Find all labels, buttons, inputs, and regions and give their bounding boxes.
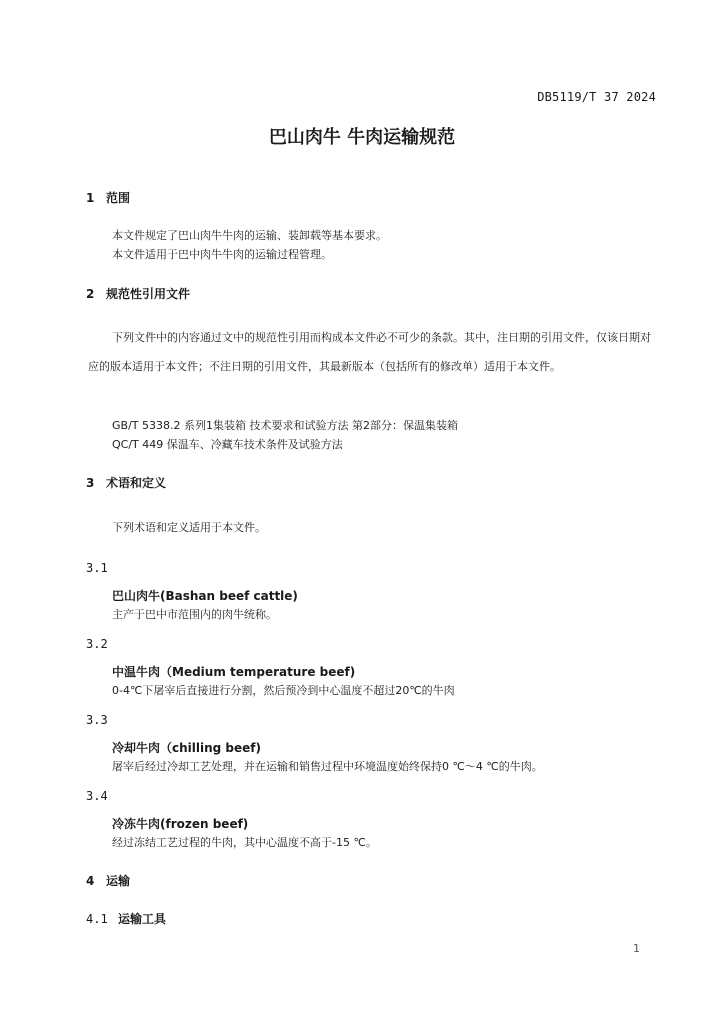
term-name: 冷冻牛肉(frozen beef) (112, 817, 249, 831)
page-title: 巴山肉牛 牛肉运输规范 (268, 127, 456, 148)
subsection-title: 运输工具 (118, 912, 167, 926)
subsection-number: 4.1 (86, 912, 108, 926)
section-4-title: 运输 (106, 874, 131, 888)
term-number: 3.4 (86, 789, 108, 803)
section-1-title: 范围 (106, 191, 131, 205)
page-number: 1 (633, 942, 640, 955)
reference-item: GB/T 5338.2 系列1集装箱 技术要求和试验方法 第2部分：保温集装箱 (112, 419, 458, 432)
section-1-number: 1 (86, 191, 95, 205)
term-definition: 0-4℃下屠宰后直接进行分割，然后预冷到中心温度不超过20℃的牛肉 (112, 684, 455, 697)
section-4-heading (86, 872, 130, 889)
section-2-number: 2 (86, 287, 95, 301)
section-3-title: 术语和定义 (106, 476, 167, 490)
term-number: 3.2 (86, 637, 108, 651)
term-number: 3.3 (86, 713, 108, 727)
section-3-number: 3 (86, 476, 95, 490)
section-1-heading (86, 189, 130, 206)
subsection-4-1-heading (86, 910, 166, 927)
scope-line-1: 本文件规定了巴山肉牛牛肉的运输、装卸载等基本要求。 (112, 229, 387, 242)
term-definition: 屠宰后经过冷却工艺处理，并在运输和销售过程中环境温度始终保持0 ℃～4 ℃的牛肉。 (112, 760, 543, 773)
scope-line-2: 本文件适用于巴中肉牛牛肉的运输过程管理。 (112, 248, 332, 261)
normative-references-paragraph: 下列文件中的内容通过文中的规范性引用而构成本文件必不可少的条款。其中，注日期的引用文件，仅该日期对应的版本适用于本文件；不注日期的引用文件，其最新版本（包括所有的修改单）适用于本文件。 (88, 331, 651, 373)
term-name: 巴山肉牛(Bashan beef cattle) (112, 589, 298, 603)
reference-item: QC/T 449 保温车、冷藏车技术条件及试验方法 (112, 438, 343, 451)
term-name: 冷却牛肉（chilling beef) (112, 741, 261, 755)
section-4-number: 4 (86, 874, 95, 888)
term-definition: 经过冻结工艺过程的牛肉，其中心温度不高于-15 ℃。 (112, 836, 377, 849)
term-number: 3.1 (86, 561, 108, 575)
terms-intro: 下列术语和定义适用于本文件。 (112, 521, 266, 534)
section-3-heading (86, 474, 166, 491)
section-2-title: 规范性引用文件 (106, 287, 191, 301)
document-number: DB5119/T 37 2024 (537, 90, 656, 104)
term-definition: 主产于巴中市范围内的肉牛统称。 (112, 608, 277, 621)
section-2-heading (86, 285, 190, 302)
term-name: 中温牛肉（Medium temperature beef) (112, 665, 356, 679)
